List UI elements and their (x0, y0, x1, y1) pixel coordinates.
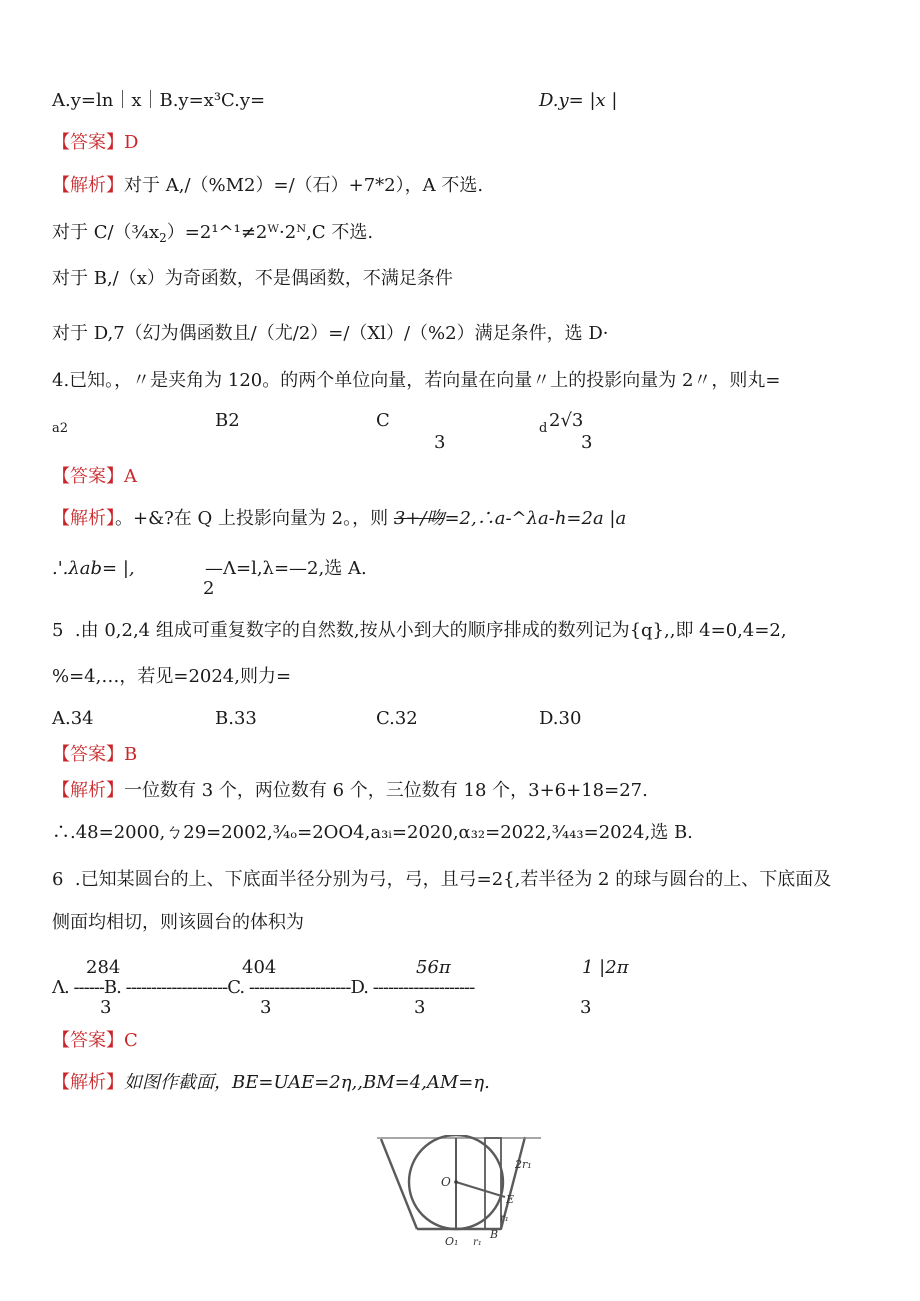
q4-option-c-denominator: 3 (434, 432, 446, 453)
q4-option-d-letter: d (539, 421, 548, 436)
q6-option-a-numerator: 284 (86, 957, 121, 978)
q5-option-b: B.33 (215, 708, 257, 729)
answer-tag: 【答案】 (52, 466, 124, 487)
answer-value: C (124, 1030, 138, 1051)
q6-option-d-denominator: 3 (580, 997, 592, 1018)
q6-option-c-numerator: 56π (416, 957, 451, 978)
q5-analysis-2: ∴.48=2000,ㄅ29=2002,¾ₒ=2OO4,a₃ᵢ=2020,α₃₂=2022,¾₄₃=2024,选 B. (52, 822, 693, 843)
analysis-tag: 【解析】 (52, 175, 124, 196)
q6-stem-1: 6 .已知某圆台的上、下底面半径分别为弓，弓，且弓=2{,若半径为 2 的球与圆台的上、下底面及 (52, 869, 832, 890)
q3-answer-line (52, 132, 138, 154)
q4-option-d-denominator: 3 (581, 432, 593, 453)
analysis-tag: 【解析】 (52, 508, 115, 529)
label-2r1: 2r₁ (515, 1158, 532, 1171)
q4-analysis-2b: —Λ=l,λ=—2,选 A. (205, 558, 367, 579)
answer-tag: 【答案】 (52, 744, 124, 765)
q5-stem-2: %=4,…，若见=2024,则力= (52, 666, 292, 687)
q4-analysis-2a: .'.λab= |, (52, 558, 135, 579)
q6-stem-2: 侧面均相切，则该圆台的体积为 (52, 912, 304, 933)
analysis-text: 对于 C/（¾x (52, 222, 160, 243)
q5-option-c: C.32 (376, 708, 418, 729)
subscript: 2 (159, 231, 167, 245)
q5-option-a: A.34 (52, 708, 94, 729)
analysis-tag: 【解析】 (52, 1072, 124, 1093)
answer-tag: 【答案】 (52, 132, 124, 153)
analysis-text: 一位数有 3 个，两位数有 6 个，三位数有 18 个，3+6+18=27. (124, 780, 648, 801)
q3-analysis-3: 对于 B,/（x）为奇函数，不是偶函数，不满足条件 (52, 268, 453, 289)
answer-value: A (124, 466, 137, 487)
q3-analysis-2 (52, 222, 373, 249)
q3-analysis-4: 对于 D,7（幻为偶函数且/（尤/2）=/（Xl）/（%2）满足条件，选 D· (52, 323, 609, 344)
struck-formula: 3+/吻 (393, 508, 445, 529)
q6-answer-line (52, 1030, 138, 1052)
q4-analysis-2c-denominator: 2 (203, 578, 215, 599)
q4-option-b: B2 (215, 410, 240, 431)
q4-option-c: C (376, 410, 390, 431)
label-o1: O₁ (445, 1235, 459, 1248)
label-b: B (490, 1228, 499, 1241)
q6-option-b-denominator: 3 (260, 997, 272, 1018)
q3-analysis-1 (52, 175, 483, 197)
analysis-text: 对于 A,/（%M2）=/（石）+7*2），A 不选. (124, 175, 484, 196)
label-r1-bottom: r₁ (473, 1237, 482, 1248)
q5-stem-1: 5 .由 0,2,4 组成可重复数字的自然数,按从小到大的顺序排成的数列记为{q},,即 4=0,4=2, (52, 620, 787, 641)
analysis-tag: 【解析】 (52, 780, 124, 801)
q6-analysis-1 (52, 1072, 490, 1094)
q6-option-d-numerator: 1 |2π (582, 957, 629, 978)
q5-analysis-1 (52, 780, 648, 802)
answer-tag: 【答案】 (52, 1030, 124, 1051)
frustum-cross-section-figure (375, 1135, 550, 1253)
q5-answer-line (52, 744, 137, 766)
analysis-text: 如图作截面，BE=UAE=2η,,BM=4,AM=η. (124, 1072, 490, 1093)
q5-option-d: D.30 (539, 708, 582, 729)
q4-answer-line (52, 466, 137, 488)
analysis-formula: =2,∴a-^λa-h=2a |a (444, 508, 627, 529)
q6-option-b-numerator: 404 (242, 957, 277, 978)
q3-options: A.y=ln｜x｜B.y=x³C.y= (52, 90, 266, 111)
label-r1-side: r₁ (500, 1213, 509, 1224)
label-o: O (441, 1175, 451, 1189)
q3-option-d: D.y= |x | (539, 90, 618, 111)
q6-option-c-denominator: 3 (414, 997, 426, 1018)
analysis-text: 。+&?在 Q 上投影向量为 2。，则 (115, 508, 394, 529)
answer-value: D (124, 132, 139, 153)
q6-option-a-denominator: 3 (100, 997, 112, 1018)
q4-option-d-numerator: 2√3 (549, 410, 584, 431)
label-e: E (506, 1193, 515, 1206)
q4-option-a: a2 (52, 421, 69, 436)
q4-analysis-1 (52, 508, 626, 530)
q4-stem: 4.已知。，〃是夹角为 120。的两个单位向量，若向量在向量〃上的投影向量为 2〃，则丸= (52, 370, 781, 391)
q6-options-line: Λ. ------B. --------------------C. --------------------D. -------------------- (52, 977, 475, 998)
analysis-text: ）=2¹^¹≠2ᵂ·2ᴺ,C 不选. (166, 222, 374, 243)
answer-value: B (124, 744, 138, 765)
center-point (454, 1180, 458, 1184)
